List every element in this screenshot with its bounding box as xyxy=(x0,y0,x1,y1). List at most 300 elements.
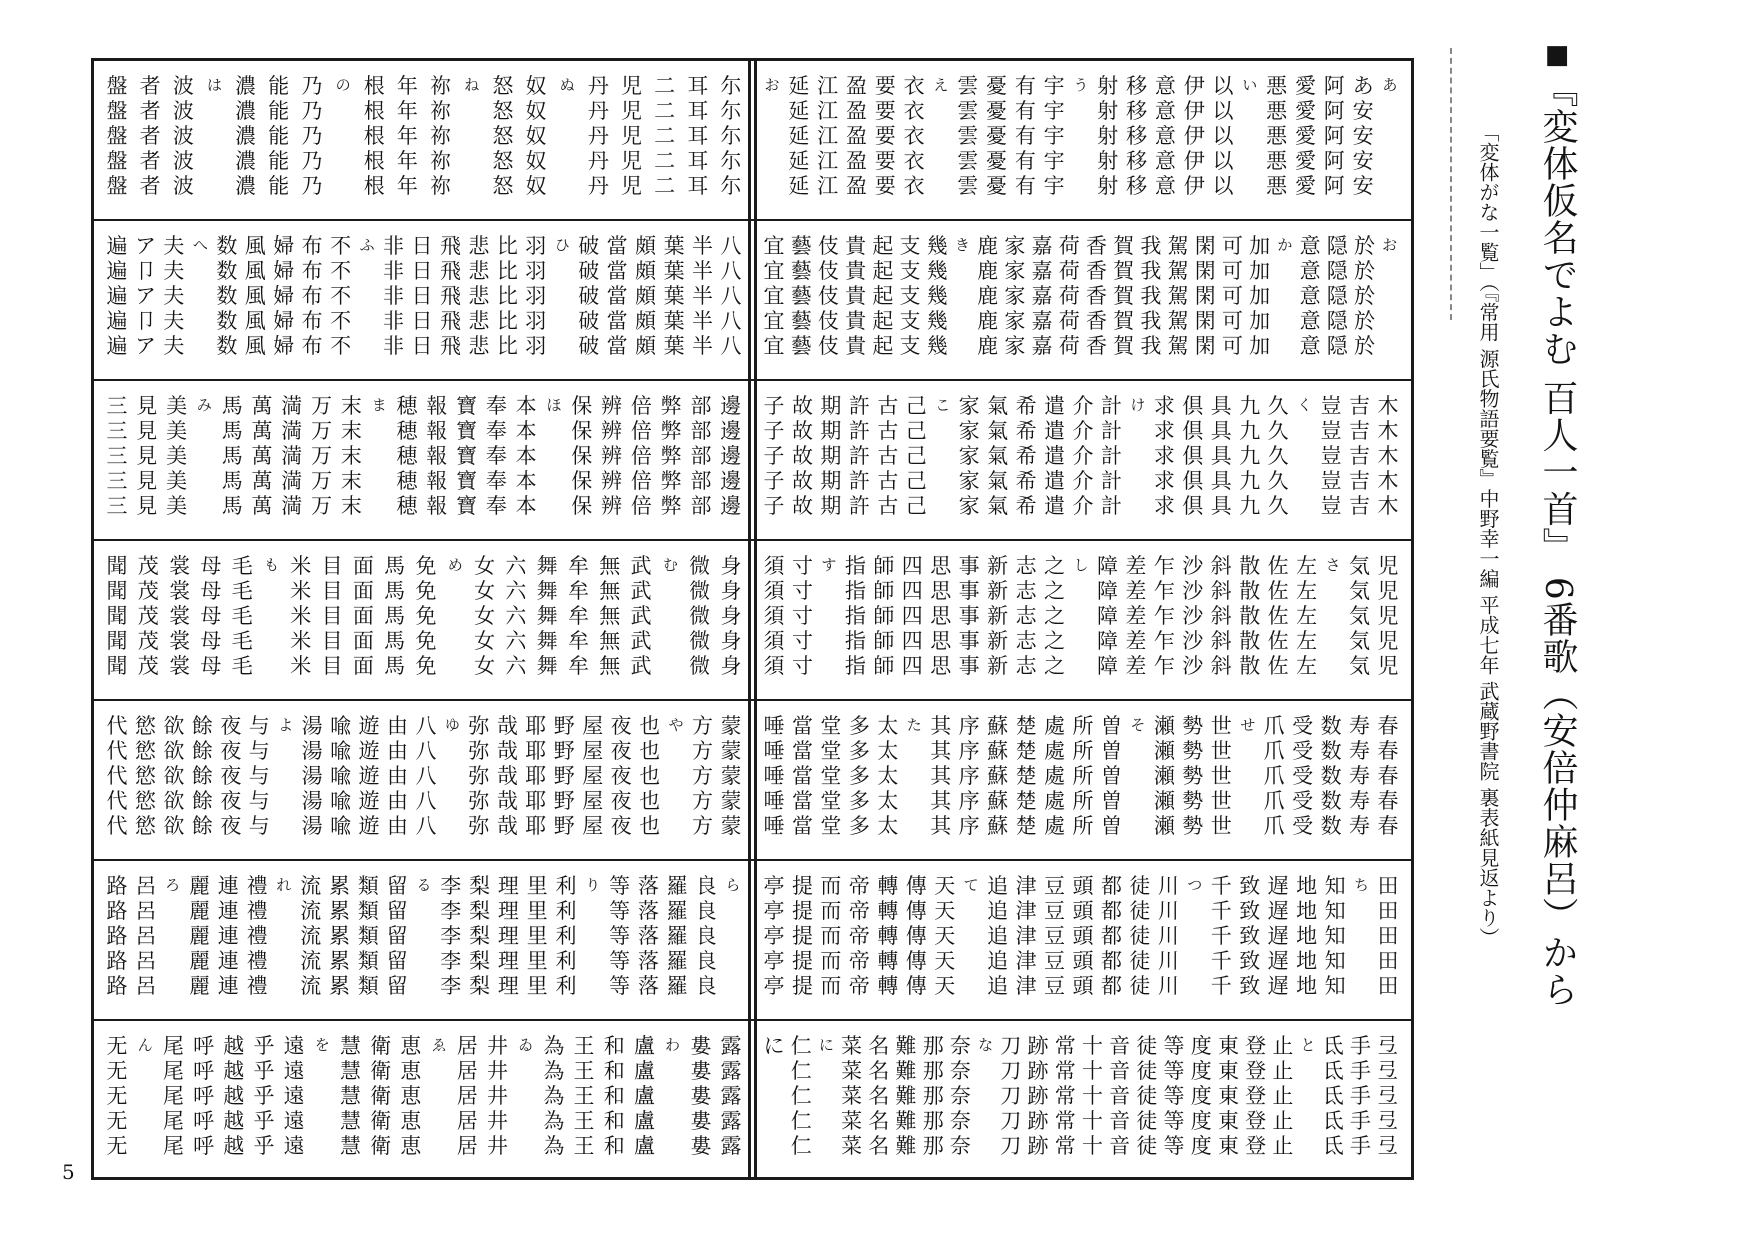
glyph: 田 xyxy=(1377,899,1399,923)
glyph: 倶 xyxy=(1182,469,1204,493)
glyph-column xyxy=(985,389,1011,531)
glyph-column xyxy=(1161,1029,1187,1169)
glyph-column xyxy=(1098,709,1124,851)
glyph: 梨 xyxy=(469,949,491,973)
glyph: 児 xyxy=(1377,554,1399,578)
glyph: 保 xyxy=(571,469,593,493)
glyph: 悪 xyxy=(1266,124,1288,148)
glyph: 利 xyxy=(555,899,577,923)
glyph: 風 xyxy=(244,284,266,308)
glyph: 奴 xyxy=(525,74,547,98)
glyph-column xyxy=(266,69,292,211)
glyph: 奉 xyxy=(485,419,507,443)
glyph: 菜 xyxy=(841,1034,863,1058)
glyph: 散 xyxy=(1239,629,1261,653)
glyph: 具 xyxy=(1210,394,1232,418)
glyph: 之 xyxy=(1044,579,1066,603)
glyph: 欲 xyxy=(163,739,185,763)
glyph: 具 xyxy=(1210,444,1232,468)
glyph-column xyxy=(382,549,408,691)
glyph-column xyxy=(327,869,353,1011)
glyph: 満 xyxy=(281,444,303,468)
glyph-column xyxy=(428,69,454,211)
glyph: 貴 xyxy=(845,259,867,283)
glyph: 阿 xyxy=(1323,149,1345,173)
chart-band xyxy=(751,61,1411,221)
glyph: 為 xyxy=(543,1134,565,1158)
glyph: 射 xyxy=(1097,124,1119,148)
glyph: 十 xyxy=(1081,1134,1103,1158)
glyph-column xyxy=(309,389,335,531)
glyph-column xyxy=(718,709,744,851)
glyph: 丹 xyxy=(587,99,609,123)
glyph: 菜 xyxy=(841,1134,863,1158)
glyph: 追 xyxy=(987,899,1009,923)
glyph: 羽 xyxy=(525,284,547,308)
glyph: 安 xyxy=(1352,149,1374,173)
glyph: 六 xyxy=(505,554,527,578)
glyph: 安 xyxy=(1352,99,1374,123)
glyph: 千 xyxy=(1210,974,1232,998)
glyph: 乍 xyxy=(1153,654,1175,678)
glyph: 末 xyxy=(340,394,362,418)
glyph: 衛 xyxy=(370,1084,392,1108)
glyph: 寶 xyxy=(456,469,478,493)
glyph: 王 xyxy=(573,1084,595,1108)
glyph: 提 xyxy=(791,899,813,923)
glyph: 馬 xyxy=(221,394,243,418)
glyph: 希 xyxy=(1015,494,1037,518)
glyph: 刀 xyxy=(1000,1059,1022,1083)
glyph: 意 xyxy=(1154,99,1176,123)
glyph: 数 xyxy=(1320,789,1342,813)
glyph: 婦 xyxy=(273,284,295,308)
glyph: 駕 xyxy=(1167,334,1189,358)
glyph: 慾 xyxy=(134,789,156,813)
glyph-column xyxy=(1237,869,1263,1011)
glyph-column xyxy=(608,709,634,851)
glyph: 万 xyxy=(311,469,333,493)
glyph: 延 xyxy=(788,74,810,98)
glyph: 牟 xyxy=(567,629,589,653)
glyph-column xyxy=(186,869,212,1011)
glyph-column xyxy=(1318,389,1344,531)
glyph: 利 xyxy=(555,924,577,948)
glyph: 萬 xyxy=(251,469,273,493)
glyph: 故 xyxy=(791,444,813,468)
glyph: 与 xyxy=(248,789,270,813)
glyph: 馬 xyxy=(384,579,406,603)
glyph: 非 xyxy=(383,309,405,333)
glyph: 支 xyxy=(899,309,921,333)
glyph: 裳 xyxy=(169,554,191,578)
glyph: 當 xyxy=(606,259,628,283)
glyph: 見 xyxy=(136,419,158,443)
glyph: 家 xyxy=(1004,259,1026,283)
glyph: 耳 xyxy=(687,99,709,123)
glyph: 指 xyxy=(844,654,866,678)
glyph: 年 xyxy=(396,74,418,98)
glyph: 堂 xyxy=(820,764,842,788)
glyph: 十 xyxy=(1081,1034,1103,1058)
glyph: 米 xyxy=(290,629,312,653)
glyph: 安 xyxy=(1352,174,1374,198)
glyph-column xyxy=(1151,389,1177,531)
glyph: 憂 xyxy=(986,174,1007,198)
glyph: 師 xyxy=(873,554,895,578)
glyph: 毛 xyxy=(231,629,253,653)
glyph-column xyxy=(104,229,130,371)
glyph-column xyxy=(466,229,492,371)
glyph: 都 xyxy=(1100,924,1122,948)
glyph: 夜 xyxy=(220,714,242,738)
glyph: 指 xyxy=(844,554,866,578)
chart-band xyxy=(94,541,754,701)
glyph: 遠 xyxy=(283,1034,305,1058)
glyph: 具 xyxy=(1210,494,1232,518)
glyph: 具 xyxy=(1210,419,1232,443)
glyph: 微 xyxy=(689,604,711,628)
glyph: 宇 xyxy=(1043,124,1065,148)
glyph: 祢 xyxy=(430,99,452,123)
glyph: 気 xyxy=(1349,629,1371,653)
section-label: ゐ xyxy=(518,1036,534,1054)
glyph: 葉 xyxy=(663,234,685,258)
glyph-column xyxy=(901,69,927,211)
glyph-column xyxy=(789,709,815,851)
glyph: 半 xyxy=(692,334,714,358)
glyph-column xyxy=(1350,69,1376,211)
glyph-column xyxy=(1351,229,1377,371)
glyph: 見 xyxy=(136,394,158,418)
glyph: 弥 xyxy=(468,714,490,738)
glyph: 盧 xyxy=(633,1084,655,1108)
glyph: 野 xyxy=(553,814,575,838)
glyph: 乃 xyxy=(301,74,323,98)
section-label: く xyxy=(1297,396,1313,414)
section-label: て xyxy=(963,876,979,894)
glyph: 累 xyxy=(329,974,350,998)
section-label: の xyxy=(335,76,351,94)
glyph: 乍 xyxy=(1153,579,1175,603)
glyph: 新 xyxy=(987,604,1009,628)
glyph: 八 xyxy=(415,739,437,763)
glyph: 乃 xyxy=(301,174,323,198)
glyph: 者 xyxy=(139,99,161,123)
glyph: 鹿 xyxy=(977,334,999,358)
glyph: 子 xyxy=(763,394,785,418)
glyph: 伊 xyxy=(1183,99,1205,123)
glyph: 春 xyxy=(1377,764,1399,788)
glyph: 越 xyxy=(223,1084,245,1108)
glyph: 伊 xyxy=(1183,149,1205,173)
glyph: 湯 xyxy=(301,814,323,838)
glyph: 類 xyxy=(357,924,379,948)
glyph: 数 xyxy=(216,259,238,283)
glyph: 由 xyxy=(387,739,409,763)
glyph-column xyxy=(356,709,382,851)
glyph: 由 xyxy=(387,814,409,838)
glyph: 舞 xyxy=(536,604,558,628)
glyph: 津 xyxy=(1015,899,1037,923)
glyph: 恵 xyxy=(400,1084,422,1108)
glyph-column xyxy=(1042,709,1068,851)
glyph-column xyxy=(761,1029,787,1169)
glyph: 羅 xyxy=(666,924,688,948)
glyph: 方 xyxy=(692,714,714,738)
glyph: 唾 xyxy=(763,714,785,738)
glyph: 氣 xyxy=(987,419,1009,443)
glyph: 音 xyxy=(1109,1134,1131,1158)
glyph-column xyxy=(490,69,516,211)
glyph: 跡 xyxy=(1027,1109,1049,1133)
glyph-column xyxy=(599,389,625,531)
glyph: 破 xyxy=(578,309,600,333)
section-label: ろ xyxy=(165,876,181,894)
glyph: 東 xyxy=(1217,1059,1239,1083)
glyph-column xyxy=(495,869,521,1011)
glyph: 江 xyxy=(817,124,839,148)
glyph: 目 xyxy=(321,604,343,628)
glyph: 根 xyxy=(363,174,385,198)
chart-band xyxy=(751,1021,1411,1177)
glyph: 児 xyxy=(621,174,642,198)
glyph: 久 xyxy=(1267,419,1289,443)
glyph: 愛 xyxy=(1294,124,1316,148)
glyph: 豈 xyxy=(1320,444,1342,468)
glyph: 遅 xyxy=(1267,974,1289,998)
section-label: そ xyxy=(1130,716,1146,734)
glyph: 要 xyxy=(874,74,896,98)
glyph: 障 xyxy=(1096,629,1118,653)
glyph: 久 xyxy=(1267,444,1289,468)
glyph: 破 xyxy=(578,234,600,258)
glyph: 奉 xyxy=(485,469,507,493)
glyph: 聞 xyxy=(106,604,128,628)
glyph: 夜 xyxy=(610,714,632,738)
glyph: 喩 xyxy=(330,814,352,838)
glyph: 新 xyxy=(987,579,1009,603)
glyph: 二 xyxy=(654,74,676,98)
glyph: 古 xyxy=(877,444,899,468)
glyph: 難 xyxy=(895,1059,917,1083)
glyph: 无 xyxy=(106,1034,128,1058)
glyph: 氐 xyxy=(1322,1034,1344,1058)
section-label: ふ xyxy=(359,236,375,254)
glyph-column xyxy=(1098,869,1124,1011)
glyph: 気 xyxy=(1349,654,1371,678)
section-label: あ xyxy=(1382,76,1398,94)
glyph-column xyxy=(319,549,345,691)
glyph-column xyxy=(551,709,577,851)
glyph: 弥 xyxy=(468,814,490,838)
glyph: 濃 xyxy=(235,174,257,198)
glyph: 吉 xyxy=(1349,469,1371,493)
glyph: 王 xyxy=(573,1109,595,1133)
glyph: 都 xyxy=(1100,899,1122,923)
page-title xyxy=(1522,40,1592,1220)
glyph: 久 xyxy=(1267,394,1289,418)
glyph: 丹 xyxy=(587,124,609,148)
glyph-column xyxy=(565,549,591,691)
glyph: 度 xyxy=(1190,1109,1212,1133)
chart-band xyxy=(94,1021,754,1177)
glyph: 盤 xyxy=(106,174,128,198)
glyph: 母 xyxy=(200,629,222,653)
glyph: 面 xyxy=(352,629,374,653)
glyph: 當 xyxy=(606,284,628,308)
glyph: 師 xyxy=(873,629,895,653)
glyph: 欲 xyxy=(163,789,185,813)
glyph-column xyxy=(483,389,509,531)
glyph: 楚 xyxy=(1015,789,1037,813)
glyph: 亭 xyxy=(763,924,785,948)
glyph: 遅 xyxy=(1267,874,1289,898)
glyph: 日 xyxy=(411,234,433,258)
glyph: 仁 xyxy=(790,1034,812,1058)
glyph: 駕 xyxy=(1167,259,1189,283)
glyph: 處 xyxy=(1044,764,1066,788)
glyph: 蘇 xyxy=(987,764,1009,788)
glyph: 斜 xyxy=(1210,554,1232,578)
glyph: 氣 xyxy=(987,444,1009,468)
glyph: 奴 xyxy=(525,174,547,198)
glyph: 恵 xyxy=(400,1134,422,1158)
glyph-column xyxy=(842,549,868,691)
glyph: 也 xyxy=(639,789,661,813)
glyph: 風 xyxy=(244,259,266,283)
glyph-column xyxy=(1002,229,1028,371)
glyph: 婦 xyxy=(273,259,295,283)
glyph: 耶 xyxy=(525,764,547,788)
glyph: 木 xyxy=(1377,394,1399,418)
glyph: 無 xyxy=(599,579,621,603)
glyph: 瀬 xyxy=(1153,814,1175,838)
glyph: 延 xyxy=(788,124,810,148)
glyph: 閑 xyxy=(1194,234,1216,258)
glyph-column xyxy=(628,549,654,691)
glyph-column xyxy=(718,549,744,691)
glyph: 其 xyxy=(930,739,952,763)
glyph: 須 xyxy=(763,554,785,578)
glyph: 憂 xyxy=(986,149,1007,173)
glyph: 千 xyxy=(1210,874,1232,898)
glyph-column xyxy=(281,1029,307,1169)
section-label: ま xyxy=(371,396,387,414)
glyph: 流 xyxy=(300,924,322,948)
glyph: 由 xyxy=(387,764,409,788)
glyph: 新 xyxy=(987,554,1009,578)
glyph: 遠 xyxy=(283,1109,305,1133)
glyph: 寸 xyxy=(791,654,813,678)
glyph: 支 xyxy=(899,334,921,358)
section-label: す xyxy=(821,556,837,574)
glyph: 舞 xyxy=(536,579,558,603)
glyph: 舞 xyxy=(536,629,558,653)
glyph-column xyxy=(244,869,270,1011)
glyph: 有 xyxy=(1014,149,1036,173)
glyph: 米 xyxy=(290,554,312,578)
glyph: 奉 xyxy=(485,394,507,418)
glyph: 爪 xyxy=(1263,714,1285,738)
glyph: 露 xyxy=(720,1134,742,1158)
glyph: 瀬 xyxy=(1153,789,1175,813)
glyph: 二 xyxy=(654,99,676,123)
glyph: 豈 xyxy=(1320,469,1342,493)
glyph: 代 xyxy=(106,789,128,813)
glyph: 音 xyxy=(1109,1084,1131,1108)
glyph: 傳 xyxy=(905,974,927,998)
glyph: 寿 xyxy=(1349,789,1371,813)
glyph: 伊 xyxy=(1183,74,1205,98)
glyph: 乃 xyxy=(301,99,323,123)
glyph-column xyxy=(846,869,872,1011)
glyph-column xyxy=(1292,69,1318,211)
glyph: 王 xyxy=(573,1134,595,1158)
glyph: 乃 xyxy=(301,149,323,173)
glyph: 美 xyxy=(166,444,188,468)
glyph: 部 xyxy=(690,444,712,468)
glyph: 代 xyxy=(106,814,128,838)
glyph: 師 xyxy=(873,579,895,603)
glyph: 己 xyxy=(905,394,927,418)
glyph-column xyxy=(1041,69,1067,211)
glyph: 六 xyxy=(505,654,527,678)
glyph: 徒 xyxy=(1129,974,1151,998)
glyph: 盧 xyxy=(633,1034,655,1058)
glyph: 夫 xyxy=(163,284,185,308)
glyph-column xyxy=(1134,1029,1160,1169)
glyph: 賀 xyxy=(1113,284,1135,308)
glyph: 女 xyxy=(474,654,496,678)
section-label: と xyxy=(1300,1036,1316,1054)
glyph: 尓 xyxy=(720,124,742,148)
glyph: 名 xyxy=(868,1134,890,1158)
glyph-column xyxy=(718,69,744,211)
glyph: 於 xyxy=(1353,284,1375,308)
glyph: 数 xyxy=(216,234,238,258)
glyph: 露 xyxy=(720,1109,742,1133)
glyph-column xyxy=(132,709,158,851)
glyph: 茂 xyxy=(137,554,159,578)
glyph: 荷 xyxy=(1058,234,1080,258)
section-label: ね xyxy=(464,76,480,94)
glyph: 盤 xyxy=(106,149,128,173)
glyph-column xyxy=(523,709,549,851)
glyph: 倍 xyxy=(630,444,652,468)
glyph: 破 xyxy=(578,334,600,358)
glyph-column xyxy=(1375,389,1401,531)
glyph: 者 xyxy=(139,74,161,98)
glyph-column xyxy=(928,709,954,851)
glyph: 里 xyxy=(526,899,548,923)
glyph: 衣 xyxy=(903,174,925,198)
glyph: 志 xyxy=(1015,629,1037,653)
glyph: 太 xyxy=(877,739,899,763)
glyph: 布 xyxy=(301,334,323,358)
glyph: 移 xyxy=(1126,174,1148,198)
glyph: 菜 xyxy=(841,1059,863,1083)
glyph: 末 xyxy=(340,494,362,518)
glyph: 射 xyxy=(1097,149,1119,173)
glyph: 荷 xyxy=(1058,309,1080,333)
glyph: 児 xyxy=(621,124,642,148)
glyph: 延 xyxy=(788,99,810,123)
glyph: 穂 xyxy=(396,394,418,418)
glyph: 序 xyxy=(958,764,980,788)
glyph: 美 xyxy=(166,494,188,518)
glyph-column xyxy=(788,229,814,371)
